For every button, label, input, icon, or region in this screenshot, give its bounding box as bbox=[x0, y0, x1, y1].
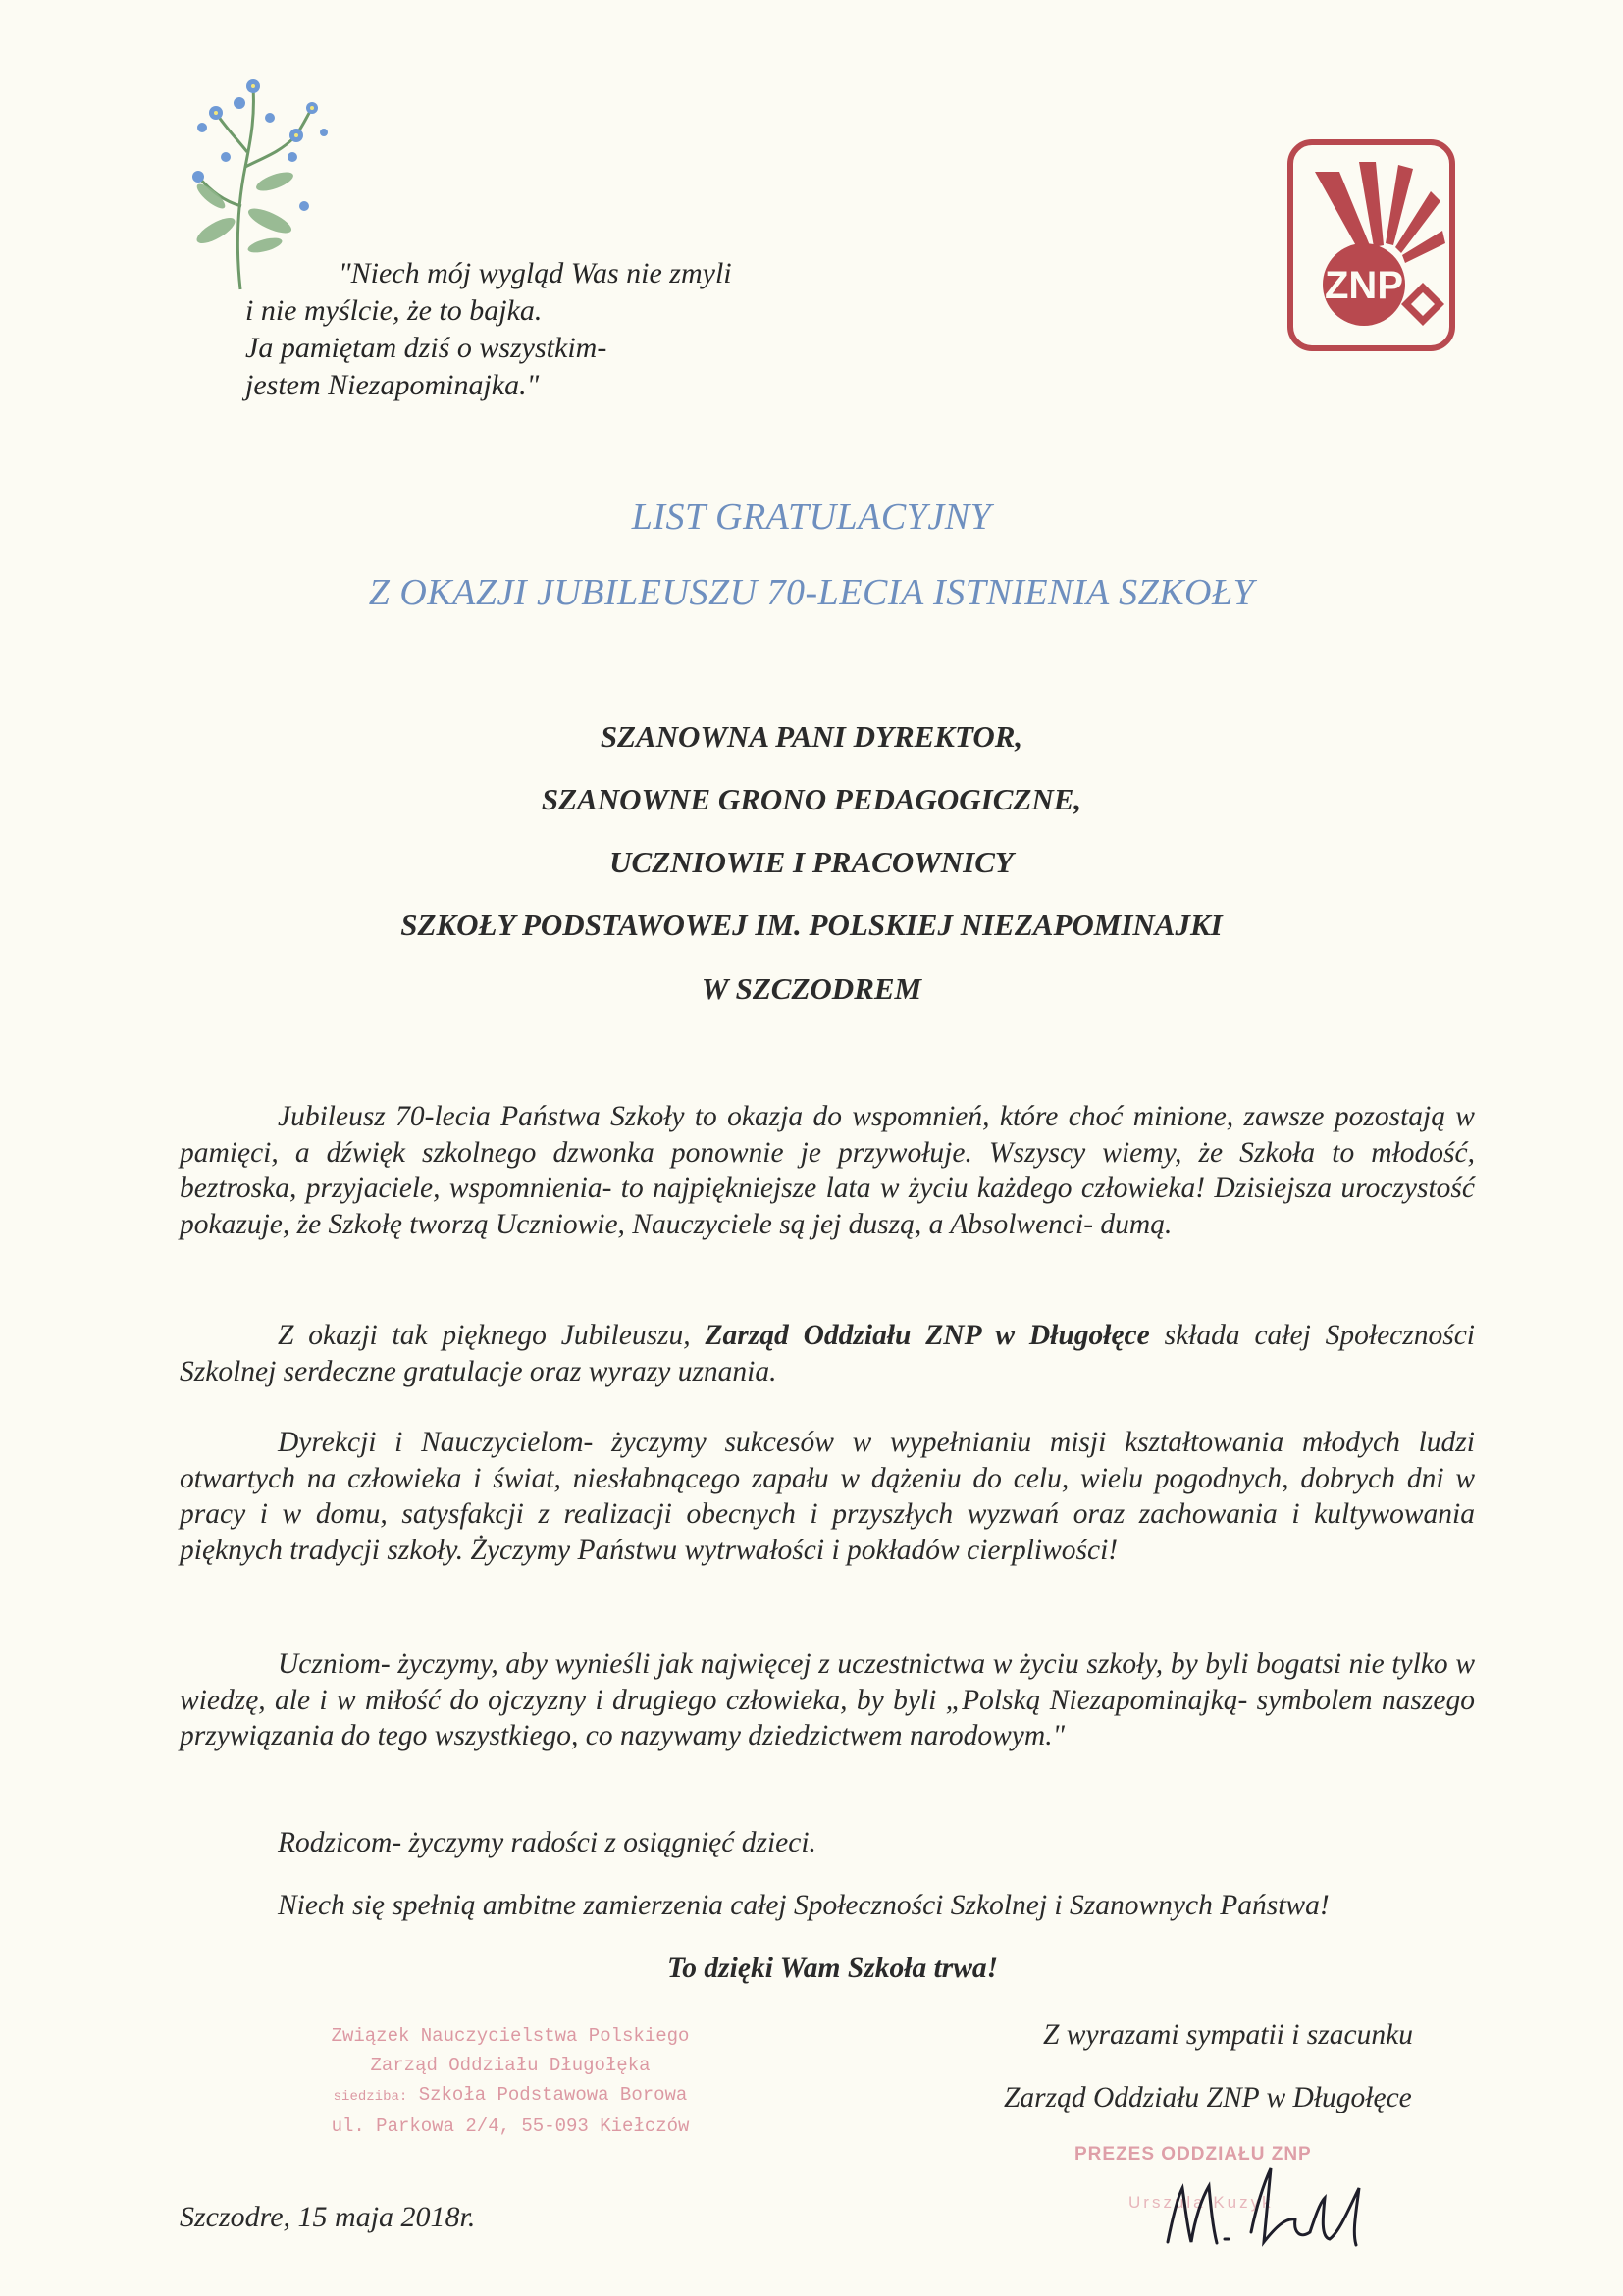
stamp-line: Związek Nauczycielstwa Polskiego bbox=[331, 2025, 690, 2047]
closing-motto: To dzięki Wam Szkoła trwa! bbox=[667, 1953, 999, 1984]
president-stamp-title: PREZES ODDZIAŁU ZNP bbox=[1074, 2144, 1312, 2165]
stamp-line: Szkoła Podstawowa Borowa bbox=[418, 2084, 688, 2106]
body-paragraph bbox=[180, 1425, 1475, 1568]
organization-stamp bbox=[294, 2021, 726, 2141]
closing-sender: Zarząd Oddziału ZNP w Długołęce bbox=[1004, 2082, 1412, 2113]
body-paragraph-text: Rodzicom- życzymy radości z osiągnięć dzieci. bbox=[278, 1827, 816, 1858]
addressee-line: SZKOŁY PODSTAWOWEJ IM. POLSKIEJ NIEZAPOMINAJKI bbox=[400, 908, 1223, 942]
poem-line: i nie myślcie, że to bajka. bbox=[245, 294, 543, 327]
addressee-line: SZANOWNE GRONO PEDAGOGICZNE, bbox=[541, 782, 1082, 816]
addressee-line: W SZCZODREM bbox=[701, 971, 922, 1006]
znp-logo-text: ZNP bbox=[1325, 264, 1403, 307]
stamp-label: siedziba: bbox=[333, 2089, 408, 2105]
body-paragraph-text: Jubileusz 70-lecia Państwa Szkoły to okazja do wspomnień, które choć minione, zawsze pozostają w pamięci, a dźwięk szkolnego dzwonka ponownie je przywołuje. Wszyscy wiemy, że Szkoła to młodość, beztroska, przyjaciele, wspomnienia- to najpiękniejsze lata w życiu każdego człowieka! Dzisiejsza uroczystość pokazuje, że Szkołę tworzą Uczniowie, Nauczyciele są jej duszą, a Absolwenci- dumą. bbox=[180, 1101, 1475, 1240]
body-paragraph-text: Niech się spełnią ambitne zamierzenia całej Społeczności Szkolnej i Szanownych Państwa! bbox=[278, 1890, 1330, 1921]
poem-line: "Niech mój wygląd Was nie zmyli bbox=[339, 257, 732, 289]
addressee-line: UCZNIOWIE I PRACOWNICY bbox=[609, 845, 1014, 879]
body-paragraph-text: Dyrekcji i Nauczycielom- życzymy sukcesów w wypełnianiu misji kształtowania młodych ludzi otwartych na człowieka i świat, niesłabnącego zapału w dążeniu do celu, wielu pogodnych, dobrych dni w pracy i w domu, satysfakcji z realizacji obecnych i przyszłych wyzwań oraz zachowania i kultywowania pięknych tradycji szkoły. Życzymy Państwu wytrwałości i pokładów cierpliwości! bbox=[180, 1427, 1475, 1566]
closing-greeting: Z wyrazami sympatii i szacunku bbox=[1043, 2019, 1413, 2051]
letter-subtitle: Z OKAZJI JUBILEUSZU 70-LECIA ISTNIENIA SZKOŁY bbox=[368, 572, 1255, 613]
body-paragraph bbox=[180, 1318, 1475, 1389]
letter-title: LIST GRATULACYJNY bbox=[631, 496, 992, 538]
place-and-date: Szczodre, 15 maja 2018r. bbox=[180, 2201, 476, 2233]
poem-line: jestem Niezapominajka." bbox=[245, 369, 540, 401]
znp-logo bbox=[1285, 137, 1457, 353]
organization-name: Zarząd Oddziału ZNP w Długołęce bbox=[705, 1320, 1150, 1351]
poem-line: Ja pamiętam dziś o wszystkim- bbox=[245, 332, 607, 364]
stamp-line: Zarząd Oddziału Długołęka bbox=[370, 2055, 651, 2076]
body-paragraph-text: Uczniom- życzymy, aby wynieśli jak najwięcej z uczestnictwa w życiu szkoły, by byli bogatsi nie tylko w wiedzę, ale i w miłość do ojczyzny i drugiego człowieka, by byli „Polską Niezapominajką- symbolem naszego przywiązania do tego wszystkiego, co nazywamy dziedzictwem narodowym." bbox=[180, 1648, 1475, 1751]
body-paragraph-text: składa całej Społeczności Szkolnej serdeczne gratulacje oraz wyrazy uznania. bbox=[180, 1320, 1476, 1387]
body-paragraph-text: Z okazji tak pięknego Jubileuszu, bbox=[278, 1320, 706, 1351]
president-stamp-name: Urszula Kuzyk bbox=[1128, 2193, 1274, 2212]
stamp-line: ul. Parkowa 2/4, 55-093 Kiełczów bbox=[331, 2115, 690, 2137]
poem bbox=[245, 255, 795, 404]
body-paragraph bbox=[180, 1646, 1475, 1754]
body-paragraph bbox=[180, 1099, 1475, 1242]
handwritten-signature bbox=[1148, 2149, 1374, 2257]
addressee-line: SZANOWNA PANI DYREKTOR, bbox=[600, 719, 1023, 754]
